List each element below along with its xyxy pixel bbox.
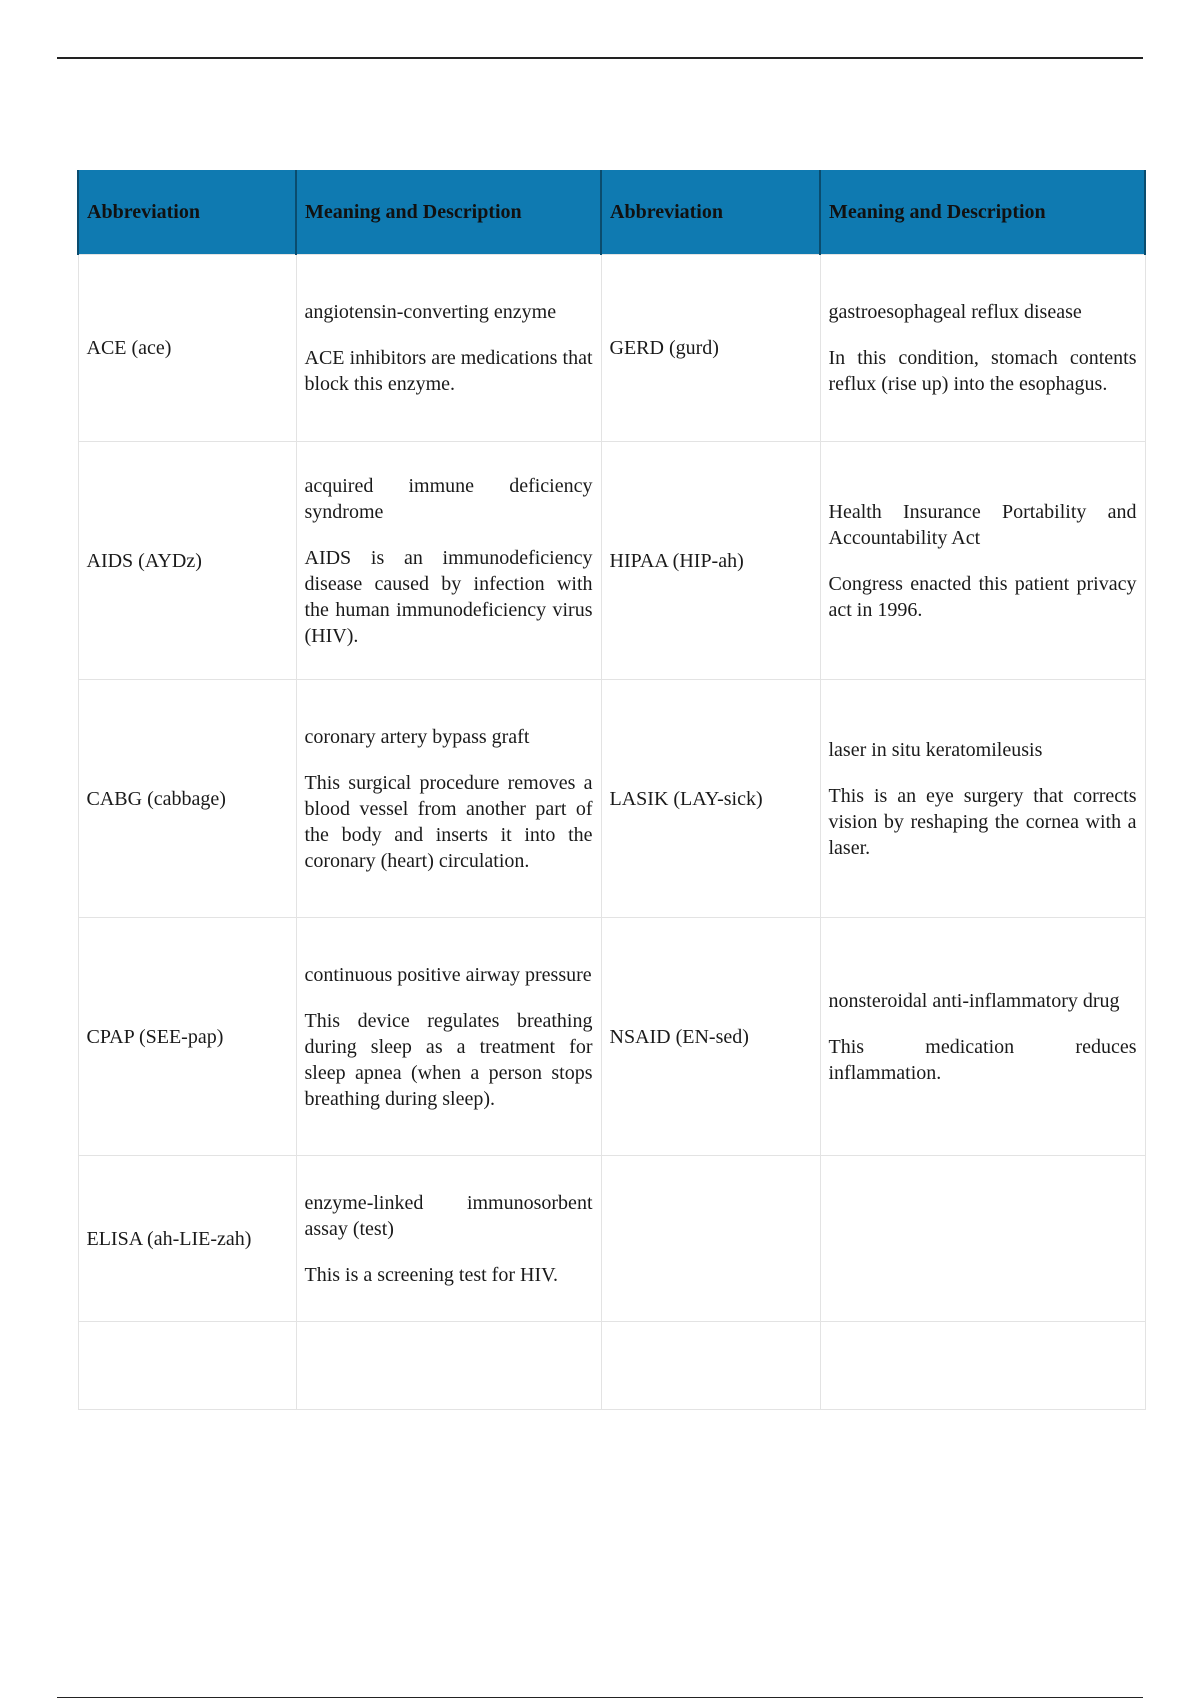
meaning-cell [296,918,601,1156]
table-row-empty [78,1322,1145,1410]
abbreviation-cell: GERD (gurd) [601,255,820,442]
header-abbreviation-left: Abbreviation [78,170,296,255]
meaning-term: Health Insurance Portability and Accountability Act [828,500,1137,549]
meaning-cell [820,918,1145,1156]
meaning-term: continuous positive airway pressure [304,963,592,986]
header-meaning-left: Meaning and Description [296,170,601,255]
table-header-row [78,170,1145,255]
abbreviation-cell: ACE (ace) [78,255,296,442]
meaning-description: This medication reduces inflammation. [828,1035,1137,1084]
meaning-description: This is an eye surgery that corrects vision by reshaping the cornea with a laser. [828,784,1137,859]
meaning-term: acquired immune deficiency syndrome [304,474,593,523]
empty-cell [820,1322,1145,1410]
abbreviation-cell [601,1156,820,1322]
meaning-term: laser in situ keratomileusis [828,738,1043,761]
meaning-description: AIDS is an immunodeficiency disease caused by infection with the human immunodeficiency virus (HIV). [304,546,593,647]
abbreviation-cell: ELISA (ah-LIE-zah) [78,1156,296,1322]
meaning-cell [820,442,1145,680]
meaning-description: In this condition, stomach contents reflux (rise up) into the esophagus. [828,347,1137,395]
meaning-description: This is a screening test for HIV. [304,1263,558,1286]
abbreviation-cell: HIPAA (HIP-ah) [601,442,820,680]
header-meaning-right: Meaning and Description [820,170,1145,255]
table-row [78,255,1145,442]
abbreviation-cell: CPAP (SEE-pap) [78,918,296,1156]
meaning-cell [820,1156,1145,1322]
meaning-term: nonsteroidal anti-inflammatory drug [828,989,1120,1012]
table-row [78,680,1145,918]
meaning-cell [820,680,1145,918]
footer-rule [57,1697,1143,1698]
empty-cell [78,1322,296,1410]
table-row [78,918,1145,1156]
meaning-description: ACE inhibitors are medications that block this enzyme. [304,347,593,395]
meaning-cell [296,255,601,442]
meaning-cell [820,255,1145,442]
table-row [78,442,1145,680]
abbreviation-cell: CABG (cabbage) [78,680,296,918]
meaning-term: gastroesophageal reflux disease [828,301,1082,323]
meaning-term: coronary artery bypass graft [304,725,530,748]
meaning-description: This surgical procedure removes a blood vessel from another part of the body and inserts it into the coronary (heart) circulation. [304,771,593,872]
table-row [78,1156,1145,1322]
empty-cell [296,1322,601,1410]
abbreviation-cell: NSAID (EN-sed) [601,918,820,1156]
abbreviation-cell: LASIK (LAY-sick) [601,680,820,918]
meaning-cell [296,1156,601,1322]
abbreviation-cell: AIDS (AYDz) [78,442,296,680]
meaning-term: angiotensin-converting enzyme [304,301,557,323]
meaning-term: enzyme-linked immunosorbent assay (test) [304,1191,593,1240]
meaning-description: Congress enacted this patient privacy act in 1996. [828,572,1137,621]
abbreviation-table [77,170,1146,1410]
meaning-cell [296,680,601,918]
header-rule [57,57,1143,59]
empty-cell [601,1322,820,1410]
meaning-description: This device regulates breathing during sleep as a treatment for sleep apnea (when a person stops breathing during sleep). [304,1009,593,1110]
meaning-cell [296,442,601,680]
header-abbreviation-right: Abbreviation [601,170,820,255]
